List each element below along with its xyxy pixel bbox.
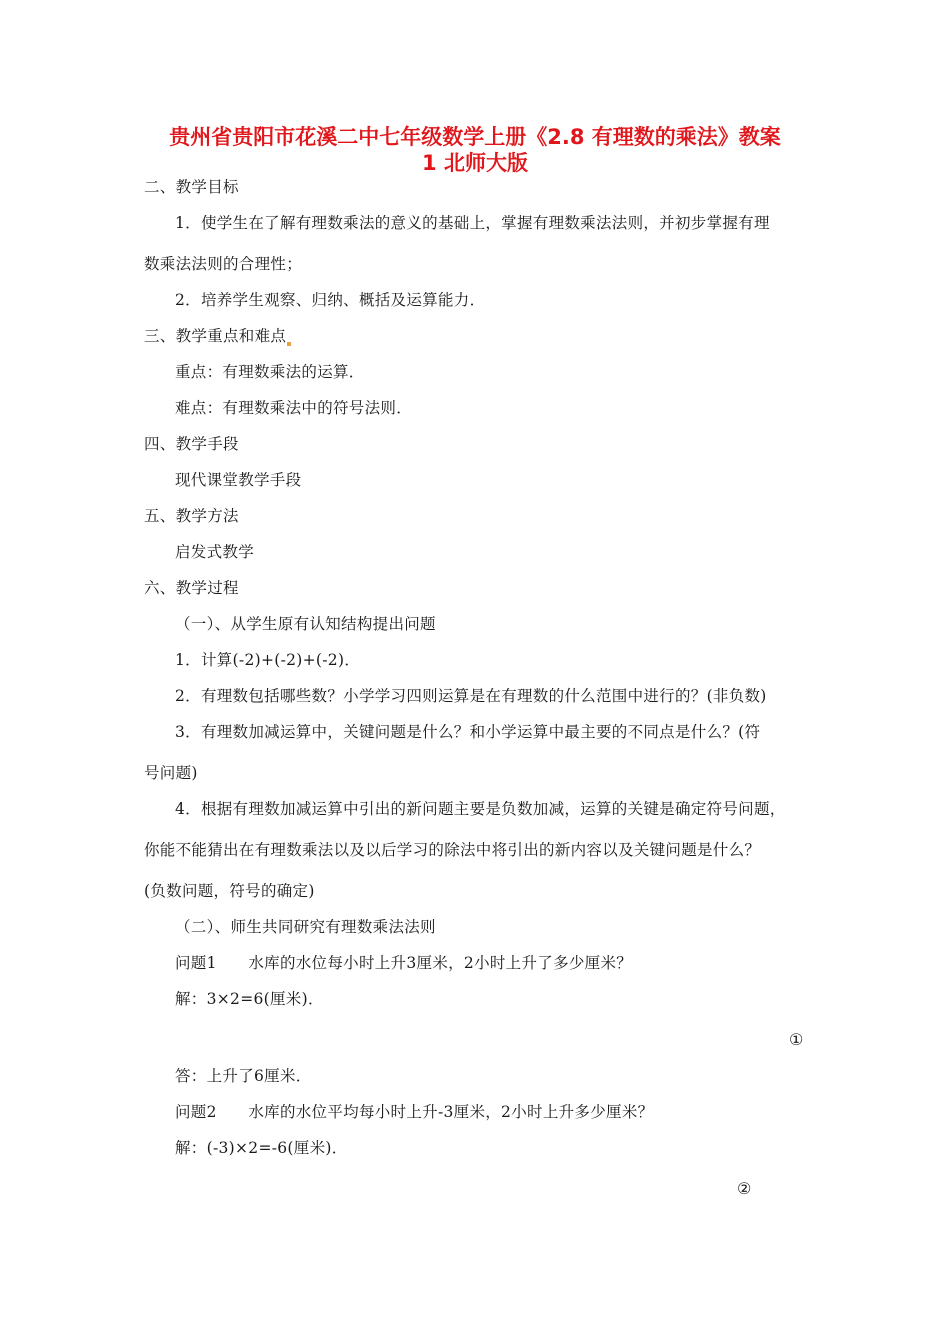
question-2: 2．有理数包括哪些数？小学学习四则运算是在有理数的什么范围中进行的？(非负数) — [175, 687, 767, 705]
question-1: 1．计算(-2)+(-2)+(-2)． — [175, 651, 361, 669]
question-3-line-2: 号问题) — [144, 764, 198, 782]
goal-1-line-2: 数乘法法则的合理性； — [144, 255, 303, 273]
question-4-line-3: (负数问题，符号的确定) — [144, 882, 315, 900]
section-heading-focus-text: 三、教学重点和难点 — [144, 327, 287, 345]
goal-1-line-1: 1．使学生在了解有理数乘法的意义的基础上，掌握有理数乘法法则，并初步掌握有理 — [175, 214, 770, 232]
section-heading-focus — [144, 326, 291, 346]
part-1-heading: （一）、从学生原有认知结构提出问题 — [175, 615, 436, 633]
solution-1: 解：3×2=6(厘米)． — [175, 990, 324, 1008]
means-text: 现代课堂教学手段 — [175, 471, 302, 489]
section-heading-process: 六、教学过程 — [144, 579, 239, 597]
question-4-line-2: 你能不能猜出在有理数乘法以及以后学习的除法中将引出的新内容以及关键问题是什么？ — [144, 841, 761, 859]
part-2-heading: （二）、师生共同研究有理数乘法法则 — [175, 918, 436, 936]
answer-1: 答：上升了6厘米． — [175, 1067, 312, 1085]
focus-difficult: 难点：有理数乘法中的符号法则． — [175, 399, 413, 417]
problem-1: 问题1 水库的水位每小时上升3厘米，2小时上升了多少厘米？ — [175, 954, 633, 972]
equation-mark-2: ② — [737, 1179, 752, 1198]
goal-2: 2．培养学生观察、归纳、概括及运算能力． — [175, 291, 486, 309]
method-text: 启发式教学 — [175, 543, 255, 561]
document-title-line-2: 1 北师大版 — [422, 151, 528, 175]
section-heading-goals: 二、教学目标 — [144, 178, 239, 196]
question-3-line-1: 3．有理数加减运算中，关键问题是什么？和小学运算中最主要的不同点是什么？(符 — [175, 723, 761, 741]
equation-mark-1: ① — [789, 1030, 804, 1049]
focus-key: 重点：有理数乘法的运算． — [175, 363, 365, 381]
problem-2: 问题2 水库的水位平均每小时上升-3厘米，2小时上升多少厘米？ — [175, 1103, 654, 1121]
document-title-line-1: 贵州省贵阳市花溪二中七年级数学上册《2.8 有理数的乘法》教案 — [169, 125, 781, 149]
section-heading-means: 四、教学手段 — [144, 435, 239, 453]
solution-2: 解：(-3)×2=-6(厘米)． — [175, 1139, 348, 1157]
section-heading-method: 五、教学方法 — [144, 507, 239, 525]
question-4-line-1: 4．根据有理数加减运算中引出的新问题主要是负数加减，运算的关键是确定符号问题， — [175, 800, 786, 818]
scan-artifact-dot — [287, 342, 291, 346]
